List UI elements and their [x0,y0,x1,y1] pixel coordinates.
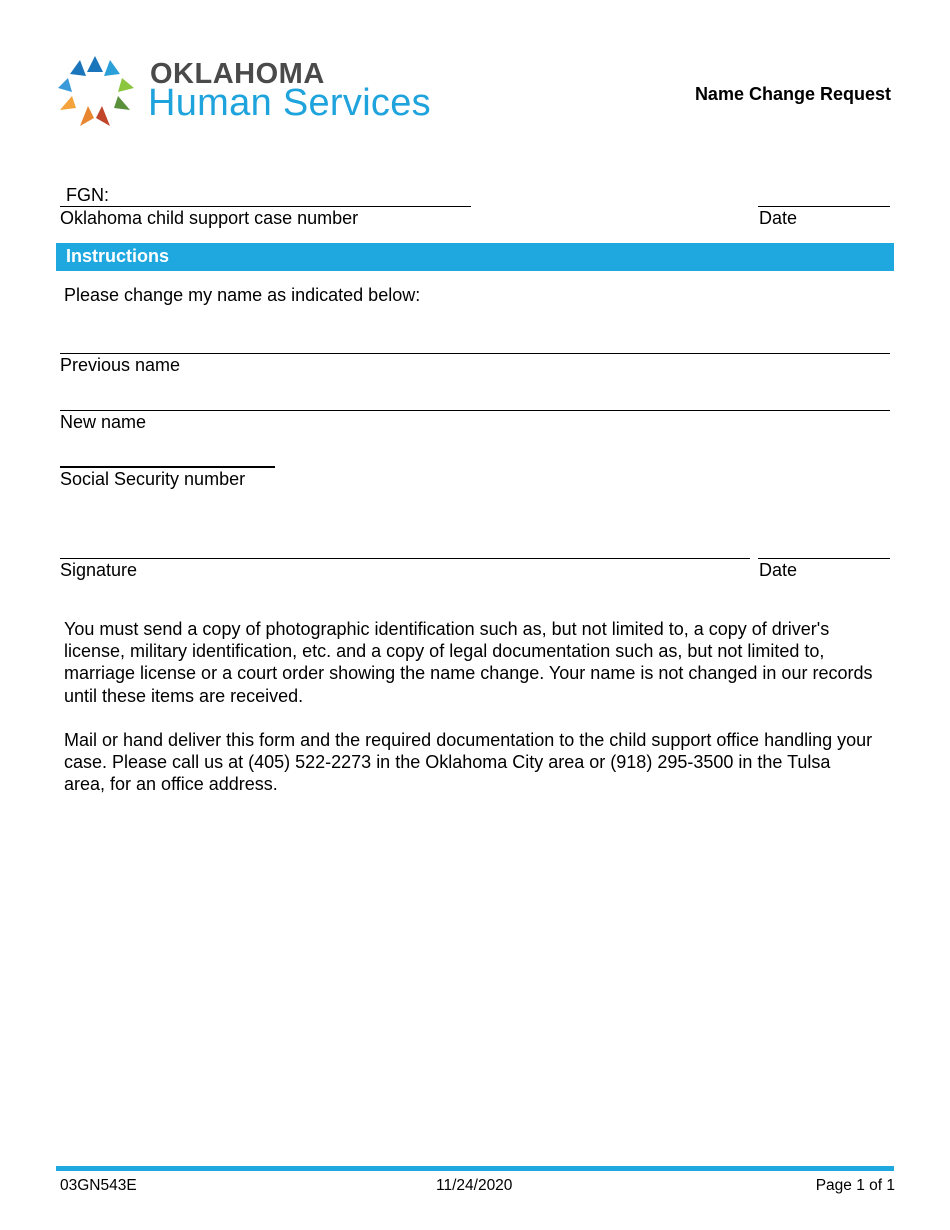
photo-id-paragraph: You must send a copy of photographic identification such as, but not limited to, a copy of driver's license, military identification, etc. and a copy of legal documentation such as, but not limited to, marriage license or a court order showing the name change. Your name is not changed in our records until these items are received. [64,619,873,706]
date-label: Date [759,208,798,228]
revision-date: 11/24/2020 [436,1177,513,1194]
form-number: 03GN543E [60,1177,137,1194]
previous-name-label: Previous name [60,355,181,375]
signature-label: Signature [60,560,138,580]
date-input-line[interactable] [758,206,890,207]
star-logo-icon [58,56,134,126]
signature-date-input-line[interactable] [758,558,890,559]
signature-input-line[interactable] [60,558,750,559]
instructions-heading: Instructions [66,246,170,266]
mailing-paragraph: Mail or hand deliver this form and the required documentation to the child support office handling your case. Please call us at (405) 522-2273 in the Oklahoma City area or (918) 295-3500 in the Tulsa area, for an office address. [64,730,873,795]
case-number-label: Oklahoma child support case number [60,208,359,228]
form-title: Name Change Request [694,84,891,104]
ssn-label: Social Security number [60,469,246,489]
new-name-input-line[interactable] [60,410,890,411]
previous-name-input-line[interactable] [60,353,890,354]
agency-name-line2: Human Services [148,82,431,124]
footer-rule [56,1166,894,1171]
instructions-banner [56,243,894,271]
instructions-intro: Please change my name as indicated below: [64,285,421,305]
fgn-label: FGN: [66,185,109,205]
signature-date-label: Date [759,560,798,580]
agency-name-line1: OKLAHOMA [150,58,325,90]
new-name-label: New name [60,412,147,432]
page-number: Page 1 of 1 [815,1177,895,1194]
case-number-input-line[interactable] [60,206,471,207]
ssn-input-line[interactable] [60,466,275,468]
